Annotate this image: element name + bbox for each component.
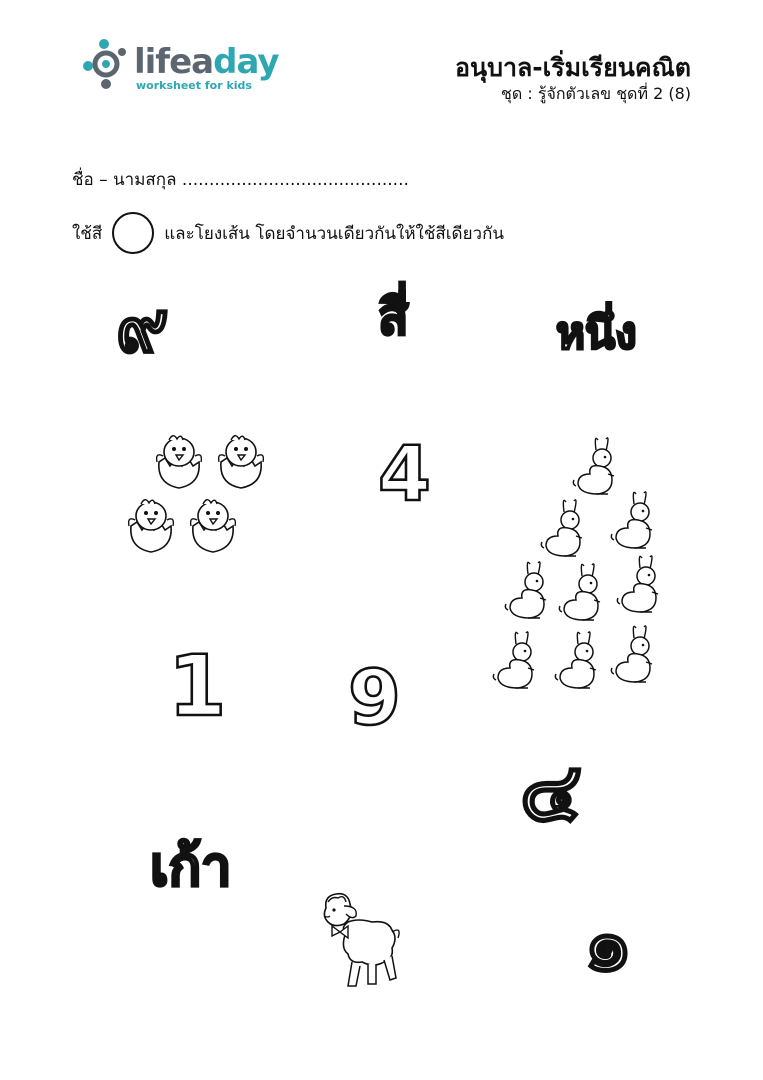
word-four[interactable]: สี่ [378, 288, 409, 346]
word-one[interactable]: หนึ่ง [556, 308, 637, 359]
chick-in-egg-icon [125, 428, 273, 560]
lifeaday-logo [82, 38, 282, 98]
thai-numeral-one[interactable]: ๑ [584, 899, 633, 988]
name-field-label: ชื่อ – นามสกุล .......................................... [72, 170, 409, 190]
arabic-numeral-nine[interactable]: 9 [348, 653, 401, 742]
color-sample-circle[interactable] [112, 212, 154, 254]
logo-mark-icon [82, 38, 132, 90]
chicks-group[interactable] [125, 428, 273, 560]
instruction-text: และโยงเส้น โดยจำนวนเดียวกันให้ใช้สีเดียวกัน [164, 223, 505, 244]
arabic-numeral-four[interactable]: 4 [378, 429, 431, 518]
page-title: อนุบาล-เริ่มเรียนคณิต [454, 53, 691, 82]
logo-wordmark: lifeaday [134, 42, 279, 82]
lamb-icon [318, 892, 400, 992]
word-nine[interactable]: เก้า [150, 835, 232, 898]
thai-numeral-nine[interactable]: ๙ [116, 284, 169, 368]
instruction [72, 212, 504, 254]
thai-numeral-four[interactable]: ๔ [520, 745, 583, 840]
arabic-numeral-one[interactable]: 1 [168, 637, 227, 735]
instruction-prefix: ใช้สี [72, 223, 103, 244]
page-subtitle: ชุด : รู้จักตัวเลข ชุดที่ 2 (8) [501, 84, 691, 103]
logo-tagline: worksheet for kids [136, 79, 252, 92]
lamb-picture[interactable] [318, 892, 400, 992]
rabbits-group[interactable] [490, 436, 676, 698]
rabbit-icon [490, 436, 676, 698]
